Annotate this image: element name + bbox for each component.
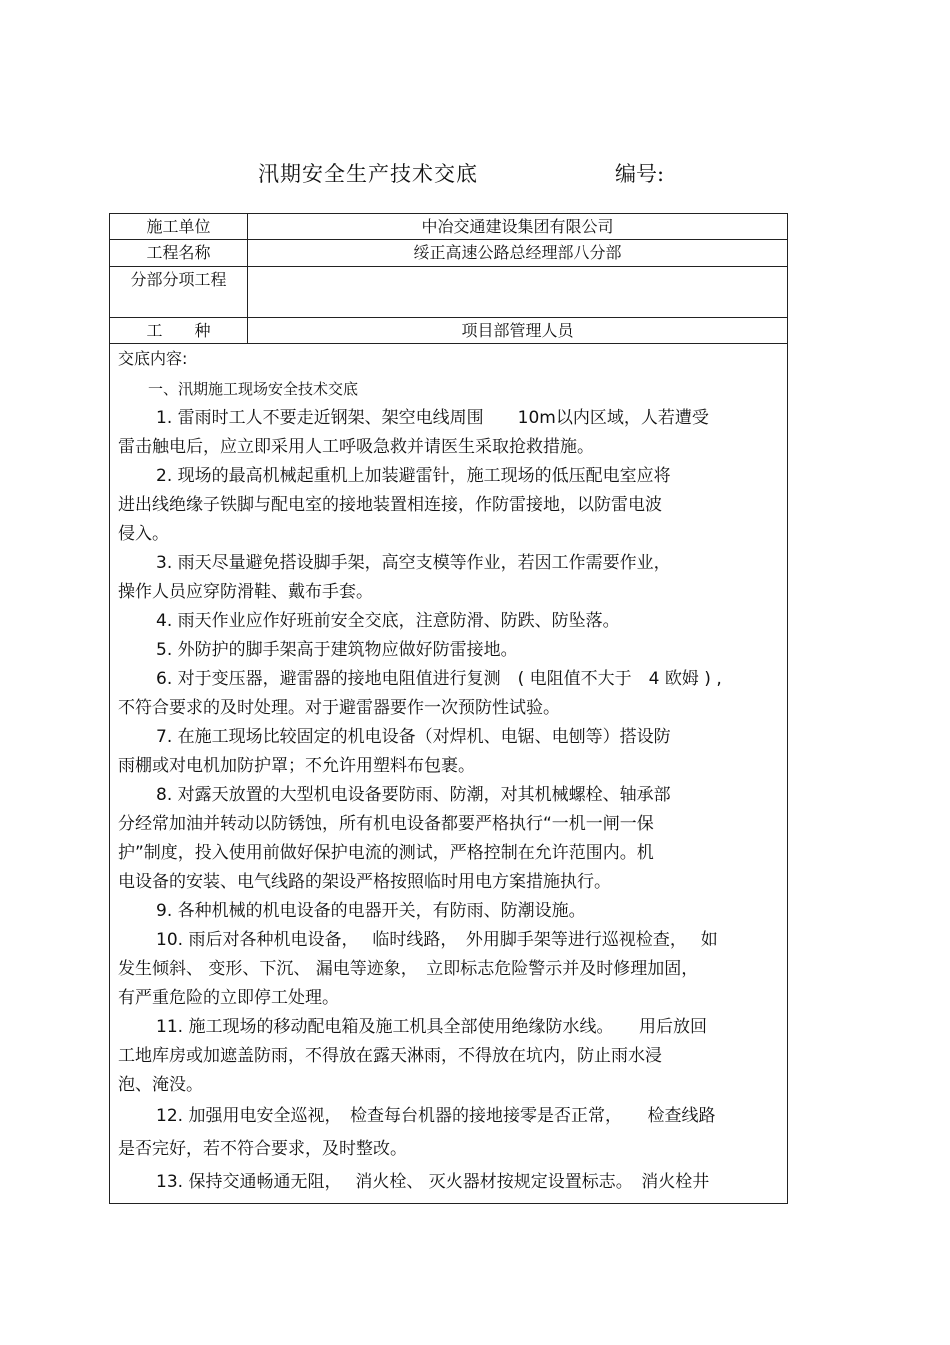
text-line: 护”制度，投入使用前做好保护电流的测试，严格控制在允许范围内。机	[118, 843, 654, 863]
text-line: 2. 现场的最高机械起重机上加装避雷针，施工现场的低压配电室应将	[156, 466, 671, 486]
disclosure-table	[109, 213, 788, 1204]
table-row	[110, 318, 787, 344]
document-title: 汛期安全生产技术交底	[258, 162, 478, 186]
text-line: 雷击触电后，应立即采用人工呼吸急救并请医生采取抢救措施。	[118, 437, 594, 457]
table-row	[110, 240, 787, 267]
text-line: 7. 在施工现场比较固定的机电设备（对焊机、电锯、电刨等）搭设防	[156, 727, 671, 747]
text-line: 12. 加强用电安全巡视， 检查每台机器的接地接零是否正常， 检查线路	[156, 1106, 716, 1126]
text-line: 1. 雷雨时工人不要走近钢架、架空电线周围 10m以内区域，人若遭受	[156, 408, 709, 428]
row-label: 施工单位	[110, 214, 248, 239]
text-line: 泡、淹没。	[118, 1075, 203, 1095]
row-value	[248, 267, 787, 317]
text-line: 9. 各种机械的机电设备的电器开关，有防雨、防潮设施。	[156, 901, 586, 921]
text-line: 11. 施工现场的移动配电箱及施工机具全部使用绝缘防水线。 用后放回	[156, 1017, 707, 1037]
section-title: 一、汛期施工现场安全技术交底	[148, 380, 359, 398]
text-line: 发生倾斜、 变形、下沉、 漏电等迹象， 立即标志危险警示并及时修理加固，	[118, 959, 699, 979]
text-line: 分经常加油并转动以防锈蚀，所有机电设备都要严格执行“一机一闸一保	[118, 814, 654, 834]
row-value: 绥正高速公路总经理部八分部	[413, 243, 622, 262]
text-line: 电设备的安装、电气线路的架设严格按照临时用电方案措施执行。	[118, 872, 611, 892]
row-value: 项目部管理人员	[461, 321, 574, 340]
content-heading: 交底内容:	[118, 349, 188, 368]
text-line: 进出线绝缘子铁脚与配电室的接地装置相连接，作防雷接地，以防雷电波	[118, 495, 662, 515]
row-label: 工程名称	[110, 240, 248, 266]
text-line: 雨棚或对电机加防护罩；不允许用塑料布包裹。	[118, 756, 475, 776]
text-line: 5. 外防护的脚手架高于建筑物应做好防雷接地。	[156, 640, 518, 660]
document-number-label: 编号:	[615, 162, 665, 186]
text-line: 8. 对露天放置的大型机电设备要防雨、防潮，对其机械螺栓、轴承部	[156, 785, 671, 805]
disclosure-content	[110, 344, 787, 1203]
text-line: 6. 对于变压器，避雷器的接地电阻值进行复测 ( 电阻值不大于 4 欧姆 ) ,	[156, 669, 722, 689]
row-label: 工 种	[110, 318, 248, 343]
text-line: 是否完好，若不符合要求，及时整改。	[118, 1139, 407, 1159]
text-line: 3. 雨天尽量避免搭设脚手架，高空支模等作业，若因工作需要作业，	[156, 553, 671, 573]
text-line: 有严重危险的立即停工处理。	[118, 988, 339, 1008]
text-line: 4. 雨天作业应作好班前安全交底，注意防滑、防跌、防坠落。	[156, 611, 620, 631]
text-line: 10. 雨后对各种机电设备， 临时线路， 外用脚手架等进行巡视检查， 如	[156, 930, 718, 950]
text-line: 侵入。	[118, 524, 169, 544]
text-line: 操作人员应穿防滑鞋、戴布手套。	[118, 582, 373, 602]
row-label: 分部分项工程	[110, 267, 248, 317]
row-value: 中冶交通建设集团有限公司	[421, 217, 614, 236]
text-line: 工地库房或加遮盖防雨，不得放在露天淋雨，不得放在坑内，防止雨水浸	[118, 1046, 662, 1066]
text-line: 13. 保持交通畅通无阻， 消火栓、 灭火器材按规定设置标志。 消火栓井	[156, 1172, 710, 1192]
text-line: 不符合要求的及时处理。对于避雷器要作一次预防性试验。	[118, 698, 560, 718]
table-row	[110, 214, 787, 240]
table-row	[110, 267, 787, 318]
